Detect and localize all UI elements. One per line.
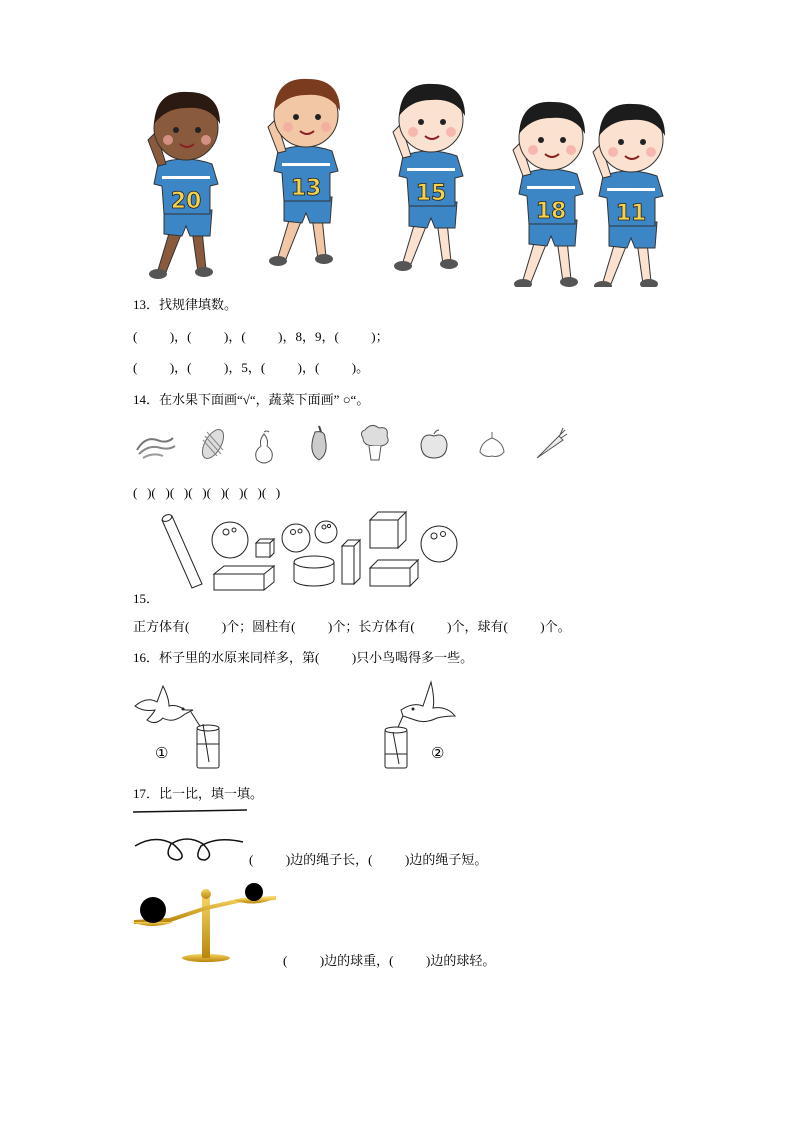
jersey-number: 15 [415, 181, 447, 206]
apple-icon [417, 428, 451, 462]
carrot-icon [533, 426, 569, 462]
cuboid-icon [370, 560, 418, 586]
q16-label-2: ② [431, 746, 445, 762]
kid-4 [513, 102, 585, 287]
kid-1 [148, 92, 220, 279]
q17-rope-question: ( )边的绳子长，( )边的绳子短。 [249, 852, 488, 867]
garlic-icon [475, 430, 509, 460]
small-cube-icon [256, 539, 274, 557]
flat-cuboid-icon [214, 566, 274, 590]
sphere-icon-4 [421, 526, 457, 562]
q13-sequence-2: ( )，( )，5，( )，( )。 [133, 360, 370, 375]
jersey-number: 18 [535, 199, 567, 224]
q16-title: 16．杯子里的水原来同样多，第( )只小鸟喝得多一些。 [133, 650, 474, 665]
heavy-ball [140, 897, 166, 923]
q17-ropes-figure [133, 808, 253, 868]
cup-icon-2 [385, 727, 407, 768]
q17-scale-figure [130, 878, 280, 968]
bird-icon-1 [135, 686, 205, 734]
q13-sequence-1: ( )，( )，( )，8，9，( )； [133, 329, 389, 344]
sphere-icon-2 [282, 524, 310, 552]
cup-icon-1 [197, 724, 219, 768]
long-cylinder-icon [161, 513, 202, 588]
kid-2 [268, 79, 340, 266]
jersey-number: 20 [170, 189, 202, 214]
q17-title: 17．比一比，填一填。 [133, 786, 264, 801]
q14-produce-row [133, 420, 573, 470]
sphere-icon-3 [315, 521, 337, 543]
jersey-number: 13 [290, 176, 322, 201]
big-cube-icon [370, 512, 406, 548]
q15-question: 正方体有( )个；圆柱有( )个；长方体有( )个，球有( )个。 [133, 619, 571, 634]
curly-rope [135, 839, 243, 860]
jersey-number: 11 [615, 201, 647, 226]
q16-figure [133, 676, 473, 776]
q14-answer-row[interactable]: ( )( )( )( )( )( )( )( ) [133, 485, 281, 500]
light-ball [245, 883, 263, 901]
q17-scale-question: ( )边的球重，( )边的球轻。 [283, 953, 496, 968]
q16-label-1: ① [155, 746, 169, 762]
corn-icon [193, 426, 233, 464]
q13-title: 13．找规律填数。 [133, 297, 238, 312]
straight-rope [133, 810, 247, 812]
kid-5 [593, 104, 665, 287]
q14-title: 14．在水果下面画“√“，蔬菜下面画” ○“。 [133, 392, 370, 407]
bitter-melon-icon [133, 430, 177, 464]
kids-illustration [130, 62, 680, 287]
sphere-icon [212, 522, 248, 558]
kid-3 [393, 84, 465, 271]
pear-icon [249, 428, 279, 466]
bird-icon-2 [395, 682, 455, 734]
cabbage-icon [357, 422, 393, 464]
q15-number: 15． [133, 591, 160, 606]
eggplant-icon [305, 424, 333, 464]
tall-cuboid-icon [342, 540, 360, 584]
q15-shapes-figure [150, 510, 470, 600]
short-cylinder-icon [294, 556, 334, 586]
